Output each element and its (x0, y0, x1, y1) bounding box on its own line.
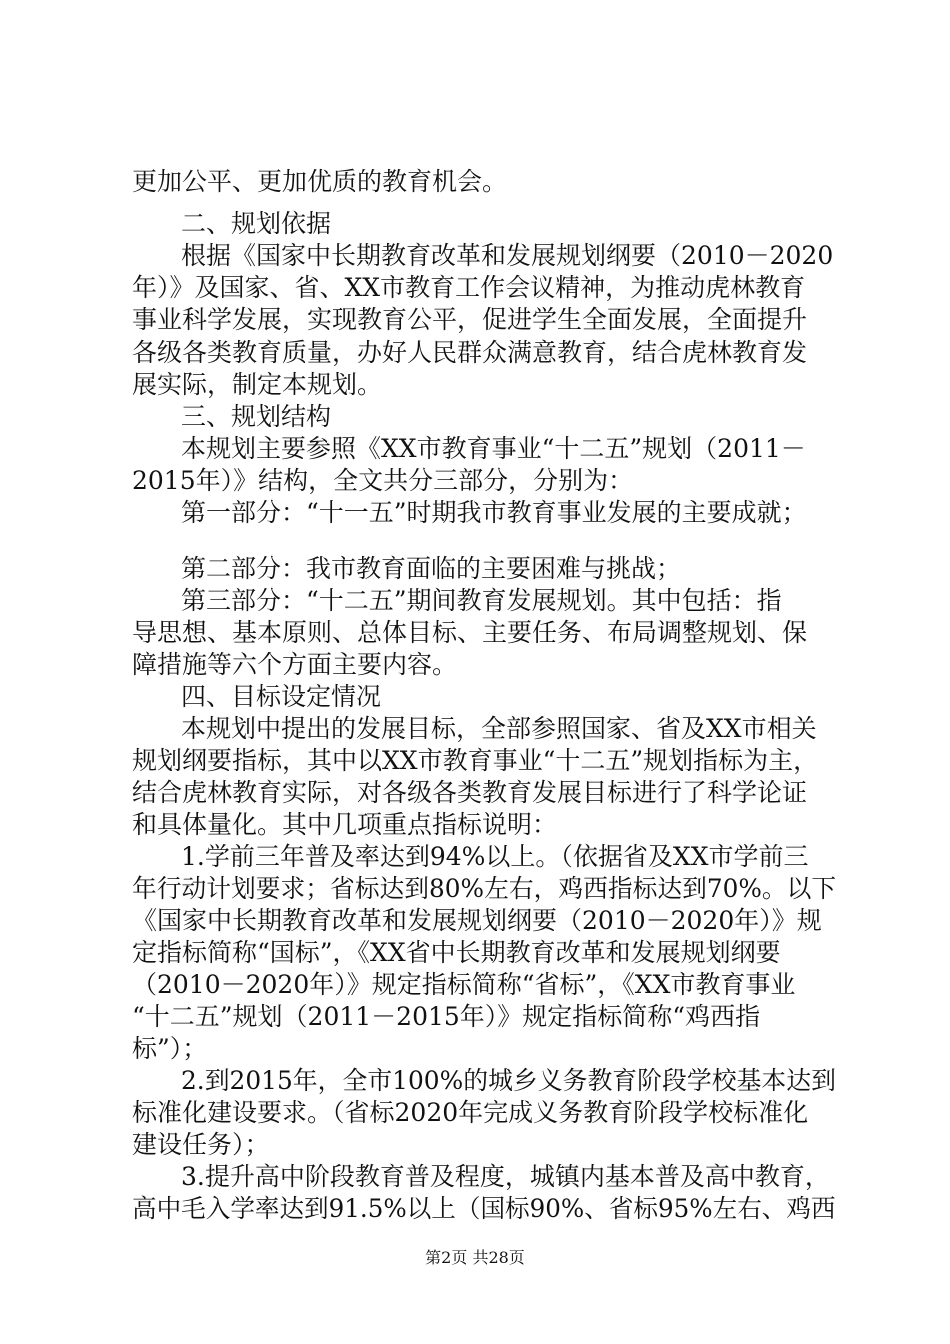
text-line: 障措施等六个方面主要内容。 (132, 650, 458, 679)
text-line: 第二部分：我市教育面临的主要困难与挑战； (181, 554, 682, 583)
text-line: 1.学前三年普及率达到94%以上。（依据省及XX市学前三 (181, 842, 809, 871)
text-line: 导思想、基本原则、总体目标、主要任务、布局调整规划、保 (132, 618, 808, 647)
text-line: 标”）； (132, 1034, 208, 1063)
text-line: 第一部分：“十一五”时期我市教育事业发展的主要成就； (181, 498, 807, 527)
page-number-footer: 第2页 共28页 (425, 1248, 525, 1267)
text-line: 2.到2015年，全市100%的城乡义务教育阶段学校基本达到 (181, 1066, 836, 1095)
text-line: 规划纲要指标，其中以XX市教育事业“十二五”规划指标为主， (132, 746, 819, 775)
text-line: 本规划主要参照《XX市教育事业“十二五”规划（2011－ (181, 434, 806, 463)
text-line: 结合虎林教育实际，对各级各类教育发展目标进行了科学论证 (132, 778, 808, 807)
text-line: 2015年）》结构，全文共分三部分，分别为： (132, 466, 634, 495)
text-line: 本规划中提出的发展目标，全部参照国家、省及XX市相关 (181, 714, 817, 743)
text-line: 《国家中长期教育改革和发展规划纲要（2010－2020年）》规 (132, 906, 822, 935)
section-heading: 三、规划结构 (181, 402, 332, 431)
text-line: 事业科学发展，实现教育公平，促进学生全面发展，全面提升 (132, 305, 808, 334)
text-line: 年）》及国家、省、XX市教育工作会议精神，为推动虎林教育 (132, 273, 806, 302)
text-line: 更加公平、更加优质的教育机会。 (132, 167, 508, 196)
text-line: 展实际，制定本规划。 (132, 370, 383, 399)
text-line: 高中毛入学率达到91.5%以上（国标90%、省标95%左右、鸡西 (132, 1194, 836, 1223)
text-line: 第三部分：“十二五”期间教育发展规划。其中包括：指 (181, 586, 782, 615)
text-line: 和具体量化。其中几项重点指标说明： (132, 810, 558, 839)
text-line: 年行动计划要求；省标达到80%左右，鸡西指标达到70%。以下 (132, 874, 837, 903)
text-line: 根据《国家中长期教育改革和发展规划纲要（2010－2020 (181, 241, 834, 270)
text-line: 建设任务）； (132, 1130, 270, 1159)
text-line: 3.提升高中阶段教育普及程度，城镇内基本普及高中教育， (181, 1162, 830, 1191)
text-line: “十二五”规划（2011－2015年）》规定指标简称“鸡西指 (132, 1002, 761, 1031)
text-line: （2010－2020年）》规定指标简称“省标”，《XX市教育事业 (132, 970, 796, 999)
text-line: 各级各类教育质量，办好人民群众满意教育，结合虎林教育发 (132, 338, 808, 367)
text-line: 定指标简称“国标”，《XX省中长期教育改革和发展规划纲要 (132, 938, 781, 967)
section-heading: 四、目标设定情况 (181, 682, 382, 711)
section-heading: 二、规划依据 (181, 209, 332, 238)
text-line: 标准化建设要求。（省标2020年完成义务教育阶段学校标准化 (132, 1098, 809, 1127)
